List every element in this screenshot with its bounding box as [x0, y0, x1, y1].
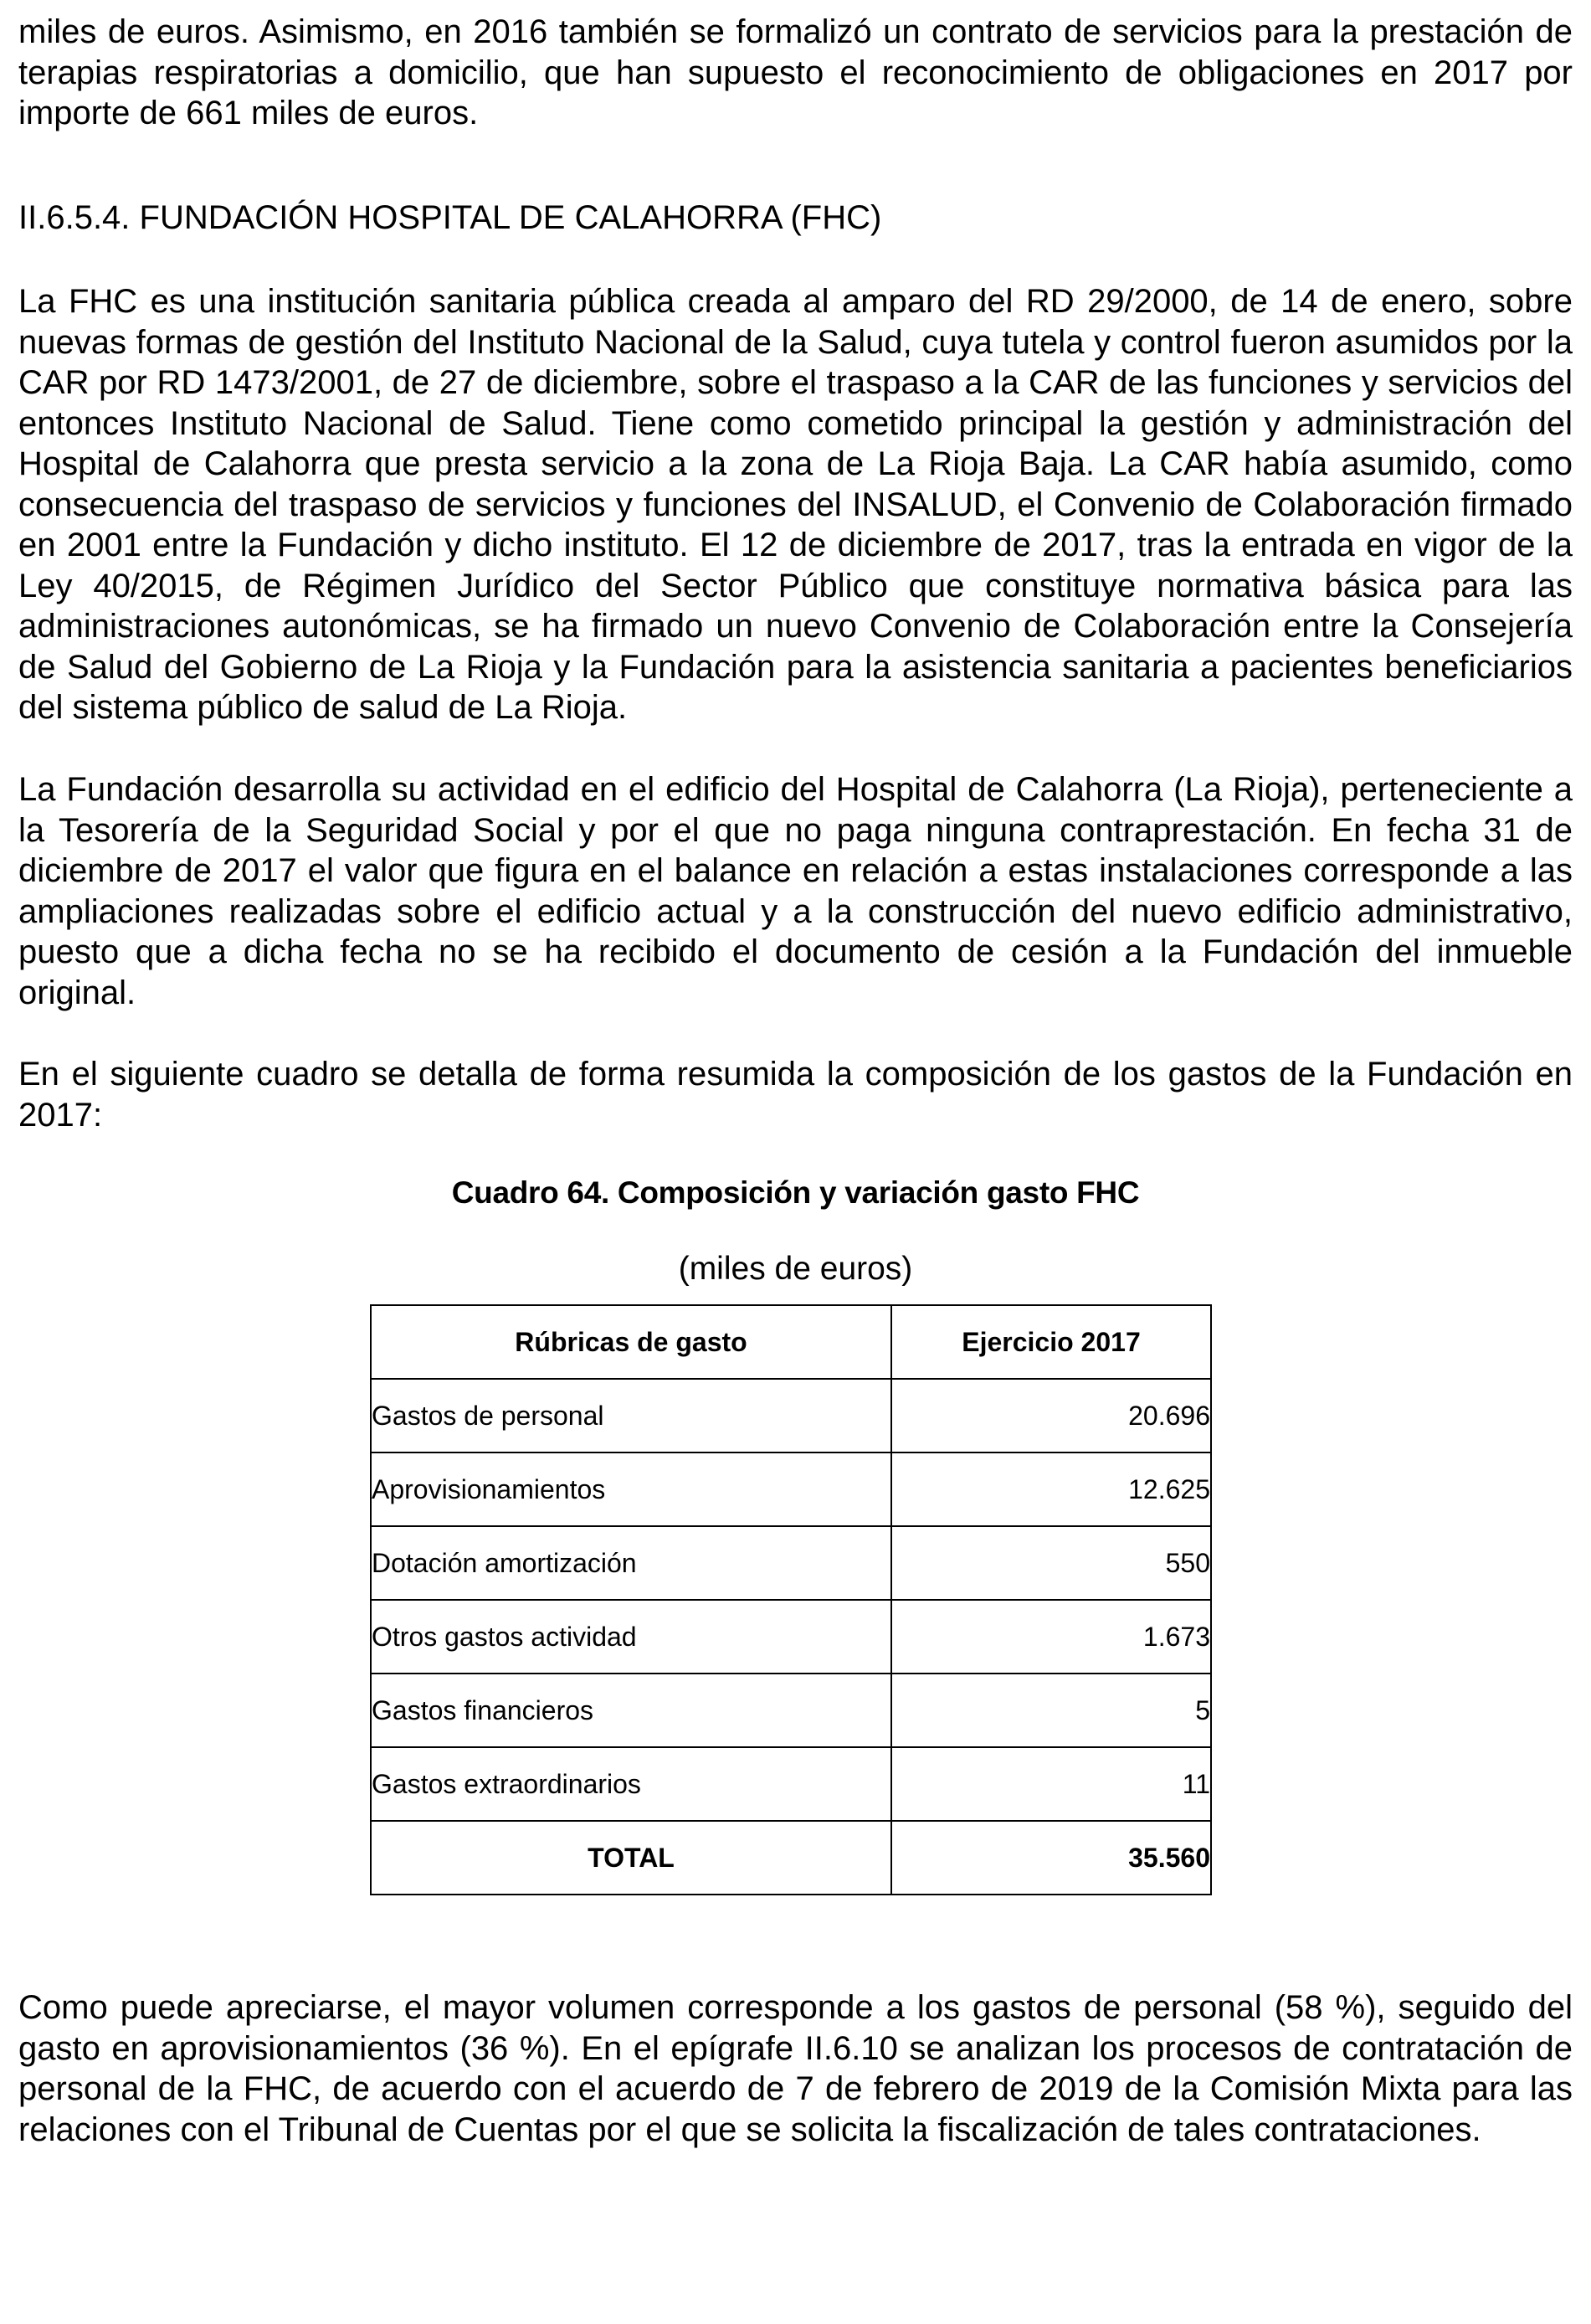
paragraph-table-intro: En el siguiente cuadro se detalla de forma resumida la composición de los gastos de la Fundación en 2017: [18, 1056, 1573, 1134]
table-row [371, 1526, 1211, 1600]
row-label: Gastos de personal [371, 1379, 891, 1452]
table-row [371, 1379, 1211, 1452]
paragraph-conclusion: Como puede apreciarse, el mayor volumen corresponde a los gastos de personal (58 %), seguido del gasto en aprovisionamientos (36 %). En el epígrafe II.6.10 se analizan los procesos de contratación de personal de la FHC, de acuerdo con el acuerdo de 7 de febrero de 2019 de la Comisión Mixta para las relaciones con el Tribunal de Cuentas por el que se solicita la fiscalización de tales contrataciones. [18, 1989, 1573, 2148]
table-units: (miles de euros) [678, 1251, 913, 1287]
table-caption: Cuadro 64. Composición y variación gasto FHC [451, 1175, 1140, 1210]
total-value: 35.560 [891, 1821, 1211, 1895]
row-label: Aprovisionamientos [371, 1452, 891, 1526]
expense-table [370, 1304, 1212, 1895]
row-label: Otros gastos actividad [371, 1600, 891, 1674]
row-value: 5 [891, 1674, 1211, 1747]
row-value: 11 [891, 1747, 1211, 1821]
row-value: 1.673 [891, 1600, 1211, 1674]
row-value: 20.696 [891, 1379, 1211, 1452]
row-value: 550 [891, 1526, 1211, 1600]
total-label: TOTAL [371, 1821, 891, 1895]
table-row [371, 1674, 1211, 1747]
paragraph-intro: miles de euros. Asimismo, en 2016 también se formalizó un contrato de servicios para la prestación de terapias respiratorias a domicilio, que han supuesto el reconocimiento de obligaciones en 2017 por importe de 661 miles de euros. [18, 13, 1573, 131]
row-label: Dotación amortización [371, 1526, 891, 1600]
table-row [371, 1747, 1211, 1821]
table-header-row [371, 1305, 1211, 1379]
header-rubricas: Rúbricas de gasto [371, 1305, 891, 1379]
table-row [371, 1600, 1211, 1674]
row-label: Gastos financieros [371, 1674, 891, 1747]
row-value: 12.625 [891, 1452, 1211, 1526]
header-ejercicio: Ejercicio 2017 [891, 1305, 1211, 1379]
paragraph-fhc-description: La FHC es una institución sanitaria pública creada al amparo del RD 29/2000, de 14 de enero, sobre nuevas formas de gestión del Instituto Nacional de la Salud, cuya tutela y control fueron asumidos por la CAR por RD 1473/2001, de 27 de diciembre, sobre el traspaso a la CAR de las funciones y servicios del entonces Instituto Nacional de Salud. Tiene como cometido principal la gestión y administración del Hospital de Calahorra que presta servicio a la zona de La Rioja Baja. La CAR había asumido, como consecuencia del traspaso de servicios y funciones del INSALUD, el Convenio de Colaboración firmado en 2001 entre la Fundación y dicho instituto. El 12 de diciembre de 2017, tras la entrada en vigor de la Ley 40/2015, de Régimen Jurídico del Sector Público que constituye normativa básica para las administraciones autonómicas, se ha firmado un nuevo Convenio de Colaboración entre la Consejería de Salud del Gobierno de La Rioja y la Fundación para la asistencia sanitaria a pacientes beneficiarios del sistema público de salud de La Rioja. [18, 283, 1573, 726]
table-total-row [371, 1821, 1211, 1895]
row-label: Gastos extraordinarios [371, 1747, 891, 1821]
section-heading: II.6.5.4. FUNDACIÓN HOSPITAL DE CALAHORRA (FHC) [18, 199, 882, 236]
paragraph-building: La Fundación desarrolla su actividad en el edificio del Hospital de Calahorra (La Rioja), perteneciente a la Tesorería de la Seguridad Social y por el que no paga ninguna contraprestación. En fecha 31 de diciembre de 2017 el valor que figura en el balance en relación a estas instalaciones corresponde a las ampliaciones realizadas sobre el edificio actual y a la construcción del nuevo edificio administrativo, puesto que a dicha fecha no se ha recibido el documento de cesión a la Fundación del inmueble original. [18, 771, 1573, 1011]
table-row [371, 1452, 1211, 1526]
